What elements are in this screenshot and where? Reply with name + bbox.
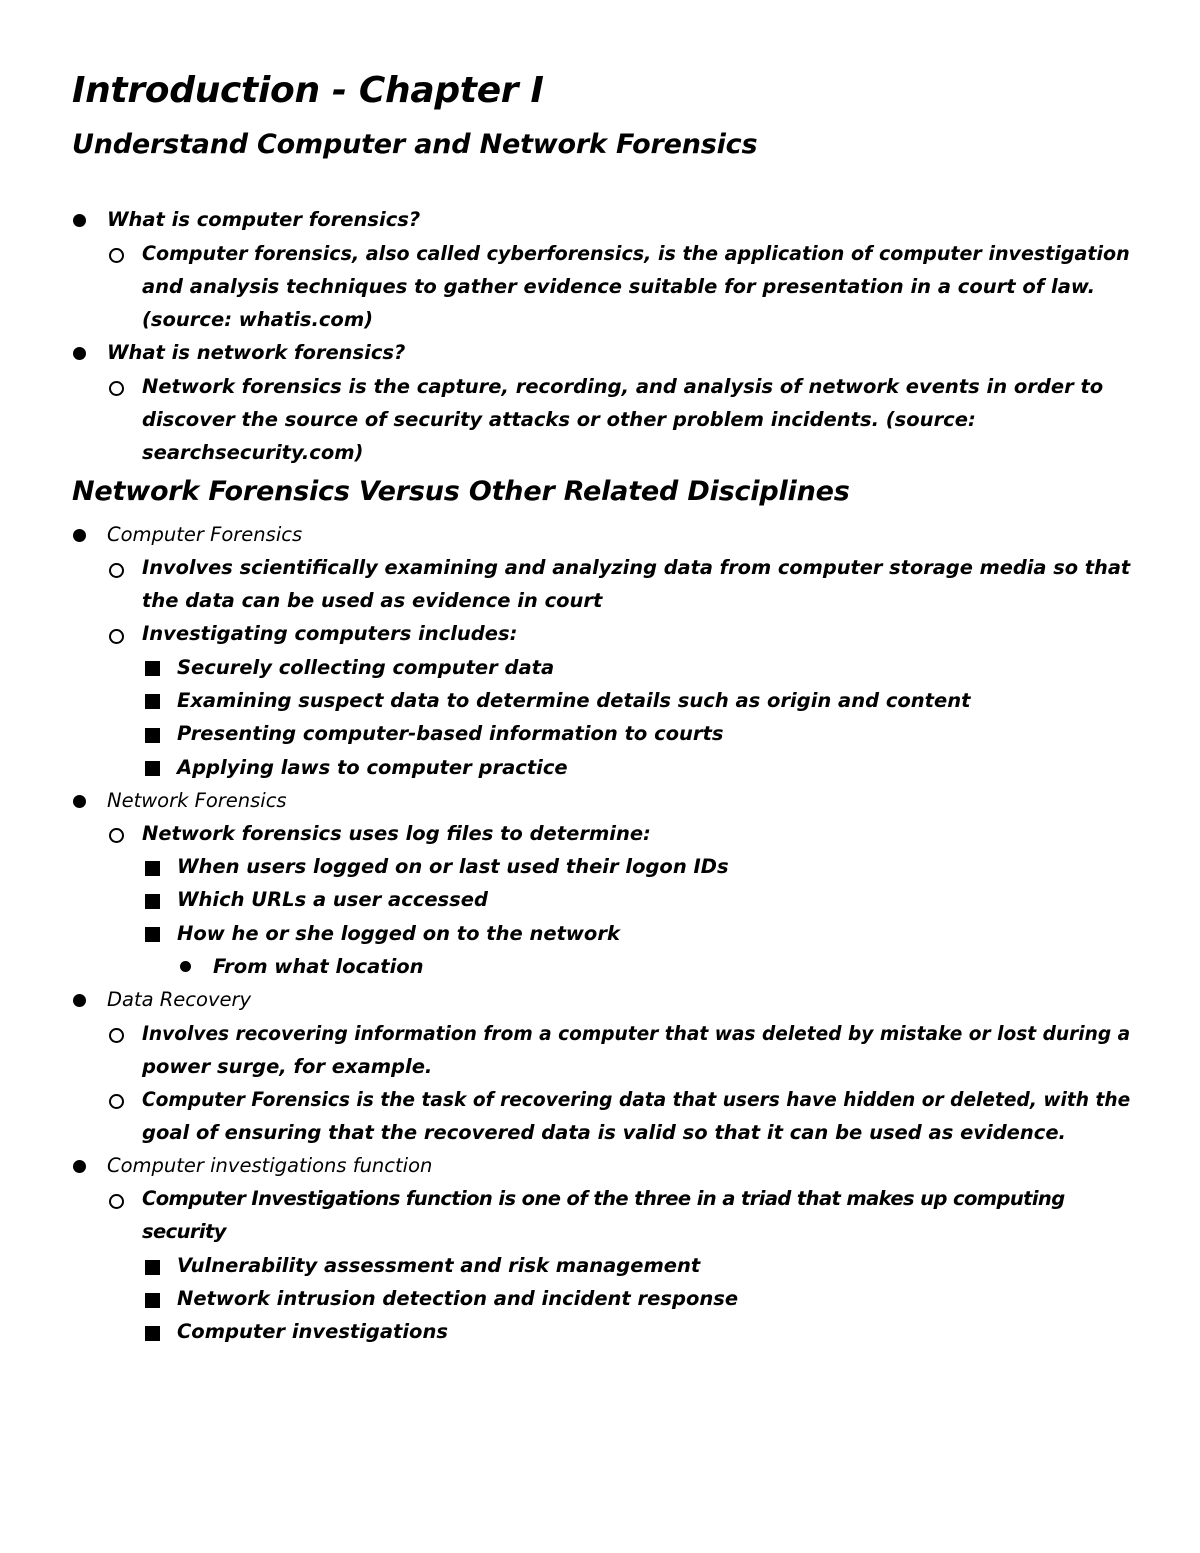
answer-computer-forensics-line3: (source: whatis.com) [142,308,374,331]
bullet-disc-icon [180,961,191,972]
cf-investigating: Investigating computers includes: [142,622,518,645]
bullet-disc-icon [73,347,86,360]
bullet-square-icon [145,694,160,709]
bullet-square-icon [145,894,160,909]
question-computer-forensics: What is computer forensics? [107,208,421,231]
item-network-forensics: Network Forensics [107,789,287,812]
bullet-circle-icon [109,629,124,644]
nf-log-files: Network forensics uses log files to determine: [142,822,651,845]
answer-network-forensics-line3: searchsecurity.com) [142,441,364,464]
bullet-disc-icon [73,214,86,227]
bullet-disc-icon [73,994,86,1007]
ci-sub-item: Computer investigations [177,1320,448,1343]
cf-involves-line1: Involves scientifically examining and analyzing data from computer storage media so that [142,556,1131,579]
nf-sub-item: How he or she logged on to the network [177,922,620,945]
bullet-circle-icon [109,563,124,578]
bullet-square-icon [145,761,160,776]
nf-subsub-item: From what location [213,955,424,978]
dr-involves-line2: power surge, for example. [142,1055,433,1078]
item-computer-investigations-function: Computer investigations function [107,1154,433,1177]
item-computer-forensics: Computer Forensics [107,523,303,546]
bullet-square-icon [145,861,160,876]
ci-sub-item: Network intrusion detection and incident response [177,1287,739,1310]
bullet-circle-icon [109,381,124,396]
cf-sub-item: Applying laws to computer practice [177,756,568,779]
answer-computer-forensics-line2: and analysis techniques to gather evidence suitable for presentation in a court of law. [142,275,1096,298]
bullet-disc-icon [73,1160,86,1173]
bullet-circle-icon [109,248,124,263]
nf-sub-item: Which URLs a user accessed [177,888,488,911]
dr-task-line1: Computer Forensics is the task of recovering data that users have hidden or deleted, with the [142,1088,1131,1111]
page-title: Introduction - Chapter I [72,70,544,111]
bullet-square-icon [145,1326,160,1341]
answer-network-forensics-line1: Network forensics is the capture, recording, and analysis of network events in order to [142,375,1104,398]
bullet-disc-icon [73,795,86,808]
bullet-circle-icon [109,828,124,843]
bullet-disc-icon [73,529,86,542]
cf-involves-line2: the data can be used as evidence in court [142,589,603,612]
dr-involves-line1: Involves recovering information from a computer that was deleted by mistake or lost during a [142,1022,1131,1045]
cf-sub-item: Examining suspect data to determine details such as origin and content [177,689,971,712]
bullet-square-icon [145,1260,160,1275]
bullet-square-icon [145,1293,160,1308]
ci-triad-line1: Computer Investigations function is one of the three in a triad that makes up computing [142,1187,1065,1210]
bullet-circle-icon [109,1028,124,1043]
section-heading-disciplines: Network Forensics Versus Other Related Disciplines [72,476,850,507]
cf-sub-item: Presenting computer-based information to courts [177,722,724,745]
ci-triad-line2: security [142,1220,226,1243]
answer-computer-forensics-line1: Computer forensics, also called cyberforensics, is the application of computer investigation [142,242,1130,265]
dr-task-line2: goal of ensuring that the recovered data is valid so that it can be used as evidence. [142,1121,1066,1144]
question-network-forensics: What is network forensics? [107,341,406,364]
answer-network-forensics-line2: discover the source of security attacks or other problem incidents. (source: [142,408,976,431]
item-data-recovery: Data Recovery [107,988,252,1011]
bullet-square-icon [145,728,160,743]
bullet-circle-icon [109,1094,124,1109]
nf-sub-item: When users logged on or last used their logon IDs [177,855,729,878]
section-heading-understand: Understand Computer and Network Forensics [72,129,758,160]
bullet-square-icon [145,661,160,676]
bullet-circle-icon [109,1194,124,1209]
ci-sub-item: Vulnerability assessment and risk management [177,1254,701,1277]
bullet-square-icon [145,927,160,942]
cf-sub-item: Securely collecting computer data [177,656,555,679]
